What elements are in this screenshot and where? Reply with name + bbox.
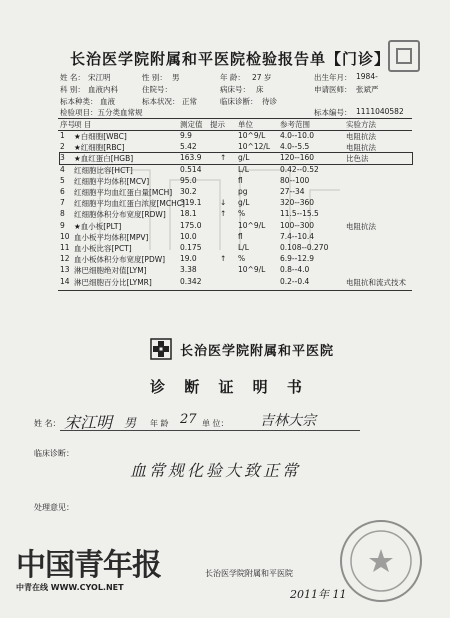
brand-url: 中青在线 WWW.CYOL.NET bbox=[16, 583, 124, 592]
row-no: 8 bbox=[60, 209, 65, 219]
row-no: 4 bbox=[60, 164, 65, 174]
dept-label: 科 别： bbox=[60, 85, 85, 94]
row-method: 电阻抗和流式技术 bbox=[346, 277, 406, 287]
bed-value: 床 bbox=[256, 85, 264, 94]
row-value: 3.38 bbox=[180, 265, 197, 275]
row-unit: g/L bbox=[238, 198, 250, 208]
row-item: 红细胞平均血红蛋白量[MCH] bbox=[74, 188, 173, 197]
divider bbox=[58, 290, 412, 291]
row-no: 12 bbox=[60, 254, 70, 264]
footer-hospital: 长治医学院附属和平医院 bbox=[205, 569, 293, 578]
clinic-diag-label: 临床诊断： bbox=[34, 449, 74, 458]
row-no: 10 bbox=[60, 231, 70, 241]
clinical-diag: 待诊 bbox=[262, 97, 277, 106]
row-no: 7 bbox=[60, 198, 65, 208]
sample-type-label: 标本种类： bbox=[60, 97, 98, 106]
row-value: 0.514 bbox=[180, 164, 202, 174]
diagnosis-text: 血常规化验大致正常 bbox=[130, 461, 302, 480]
row-item: 红细胞体积分布宽度[RDW] bbox=[74, 210, 166, 220]
cert-date: 2011年 11 bbox=[290, 588, 347, 601]
cert-unit-label: 单 位： bbox=[202, 419, 229, 428]
header-method: 实验方法 bbox=[346, 120, 376, 129]
row-ref: 120--160 bbox=[280, 153, 315, 163]
row-item: ★白细胞[WBC] bbox=[74, 132, 127, 141]
doctor-name: 张斌严 bbox=[356, 85, 379, 94]
patient-name: 宋江明 bbox=[88, 73, 111, 82]
sex-label: 性 别： bbox=[142, 73, 167, 82]
row-value: 18.1 bbox=[180, 209, 197, 219]
table-header bbox=[60, 119, 412, 130]
row-item: 红细胞平均血红蛋白浓度[MCHC] bbox=[74, 199, 185, 209]
row-item: 淋巴细胞绝对值[LYM] bbox=[74, 266, 147, 276]
row-unit: 10^12/L bbox=[238, 142, 271, 152]
name-label: 姓 名： bbox=[60, 73, 85, 82]
row-item: 血小板平均体积[MPV] bbox=[74, 232, 149, 242]
hospital-logo-icon bbox=[388, 40, 420, 72]
row-unit: 10^9/L bbox=[238, 265, 266, 275]
bed-label: 病床号： bbox=[220, 85, 250, 94]
row-no: 1 bbox=[60, 131, 65, 140]
header-unit: 单位 bbox=[238, 120, 253, 129]
row-ref: 80--100 bbox=[280, 175, 310, 185]
cert-age-label: 年 龄 bbox=[150, 419, 169, 428]
row-no: 11 bbox=[60, 243, 70, 252]
cert-name-label: 姓 名： bbox=[34, 419, 61, 428]
row-ref: 27--34 bbox=[280, 187, 305, 196]
row-ref: 4.0--5.5 bbox=[280, 142, 310, 152]
sample-no-label: 标本编号： bbox=[314, 108, 352, 117]
row-no: 13 bbox=[60, 265, 70, 275]
table-row bbox=[60, 131, 412, 142]
name-underline bbox=[60, 430, 360, 431]
department: 血液内科 bbox=[88, 85, 118, 94]
official-seal bbox=[340, 520, 422, 602]
row-ref: 0.108--0.270 bbox=[280, 243, 329, 252]
row-ref: 100--300 bbox=[280, 220, 315, 230]
row-value: 175.0 bbox=[180, 220, 202, 230]
sample-no: 1111040582 bbox=[356, 107, 404, 116]
row-item: ★红细胞[RBC] bbox=[74, 143, 125, 153]
row-unit: fl bbox=[238, 231, 243, 241]
cert-sex: 男 bbox=[124, 416, 137, 430]
header-ref: 参考范围 bbox=[280, 120, 310, 129]
row-unit: % bbox=[238, 209, 246, 219]
row-no: 3 bbox=[60, 153, 65, 163]
cert-name: 宋江明 bbox=[64, 413, 113, 432]
row-value: 0.342 bbox=[180, 276, 202, 286]
row-value: 9.9 bbox=[180, 131, 192, 140]
certificate-hospital: 长治医学院附属和平医院 bbox=[180, 344, 335, 359]
row-item: 血小板比容[PCT] bbox=[74, 244, 132, 253]
certificate-title: 诊 断 证 明 书 bbox=[150, 378, 309, 396]
row-value: 19.0 bbox=[180, 254, 197, 264]
table-row bbox=[60, 277, 412, 288]
sample-state-label: 标本状况： bbox=[142, 97, 180, 106]
row-method: 比色法 bbox=[346, 154, 369, 164]
test-item: 检验项目：五分类血常规 bbox=[60, 108, 143, 117]
row-method: 电阻抗法 bbox=[346, 143, 376, 153]
row-unit: % bbox=[238, 254, 246, 264]
sample-state: 正常 bbox=[182, 97, 197, 106]
row-value: 5.42 bbox=[180, 142, 197, 152]
row-item: 红细胞比容[HCT] bbox=[74, 165, 133, 175]
row-no: 9 bbox=[60, 220, 65, 230]
sample-type: 血液 bbox=[100, 97, 115, 106]
handling-label: 处理意见： bbox=[34, 503, 74, 512]
row-item: ★血小板[PLT] bbox=[74, 221, 122, 231]
clinical-diag-label: 临床诊断： bbox=[220, 97, 258, 106]
row-flag: ↑ bbox=[220, 209, 227, 219]
row-method: 电阻抗法 bbox=[346, 221, 376, 231]
row-ref: 11.5--15.5 bbox=[280, 209, 319, 219]
row-flag: ↓ bbox=[220, 198, 227, 208]
row-unit: L/L bbox=[238, 164, 249, 174]
row-unit: g/L bbox=[238, 153, 250, 163]
patient-birth: 1984- bbox=[356, 72, 378, 81]
row-value: 319.1 bbox=[180, 198, 202, 208]
row-no: 6 bbox=[60, 187, 65, 196]
row-ref: 7.4--10.4 bbox=[280, 231, 315, 241]
row-no: 5 bbox=[60, 175, 65, 185]
row-ref: 4.0--10.0 bbox=[280, 131, 315, 140]
cert-unit: 吉林大宗 bbox=[260, 413, 316, 429]
header-no: 序号 bbox=[60, 120, 75, 129]
hosp-no-label: 住院号： bbox=[142, 85, 172, 94]
row-unit: pg bbox=[238, 187, 248, 196]
row-item: 血小板体积分布宽度[PDW] bbox=[74, 255, 166, 265]
brand-logo: 中国青年报 bbox=[16, 548, 161, 583]
row-ref: 6.9--12.9 bbox=[280, 254, 315, 264]
row-value: 95.0 bbox=[180, 175, 197, 185]
show-through-watermark bbox=[90, 150, 350, 270]
row-item: ★血红蛋白[HGB] bbox=[74, 154, 134, 164]
row-flag: ↑ bbox=[220, 254, 227, 264]
cert-age: 27 bbox=[180, 412, 197, 427]
header-value: 测定值 bbox=[180, 120, 203, 129]
row-item: 红细胞平均体积[MCV] bbox=[74, 176, 150, 186]
doctor-label: 申请医师： bbox=[314, 85, 352, 94]
row-flag: ↑ bbox=[220, 153, 227, 163]
row-value: 0.175 bbox=[180, 243, 202, 252]
age-label: 年 龄： bbox=[220, 73, 245, 82]
hospital-cross-icon bbox=[150, 338, 172, 360]
row-value: 30.2 bbox=[180, 187, 197, 196]
row-unit: fl bbox=[238, 175, 243, 185]
header-flag: 提示 bbox=[210, 120, 225, 129]
row-ref: 0.2--0.4 bbox=[280, 276, 310, 286]
row-no: 2 bbox=[60, 142, 65, 152]
row-ref: 320--360 bbox=[280, 198, 315, 208]
patient-age: 27 岁 bbox=[252, 73, 272, 82]
row-ref: 0.8--4.0 bbox=[280, 265, 310, 275]
row-method: 电阻抗法 bbox=[346, 132, 376, 141]
row-ref: 0.42--0.52 bbox=[280, 164, 319, 174]
birth-label: 出生年月： bbox=[314, 73, 352, 82]
report-title: 长治医学院附属和平医院检验报告单【门诊】 bbox=[69, 50, 390, 68]
row-value: 163.9 bbox=[180, 153, 202, 163]
header-item: 项 目 bbox=[74, 120, 92, 129]
row-unit: L/L bbox=[238, 243, 249, 252]
row-unit: 10^9/L bbox=[238, 220, 266, 230]
row-value: 10.0 bbox=[180, 231, 197, 241]
patient-sex: 男 bbox=[172, 73, 180, 82]
row-unit: 10^9/L bbox=[238, 131, 266, 140]
row-no: 14 bbox=[60, 276, 70, 286]
row-item: 淋巴细胞百分比[LYMR] bbox=[74, 277, 152, 287]
